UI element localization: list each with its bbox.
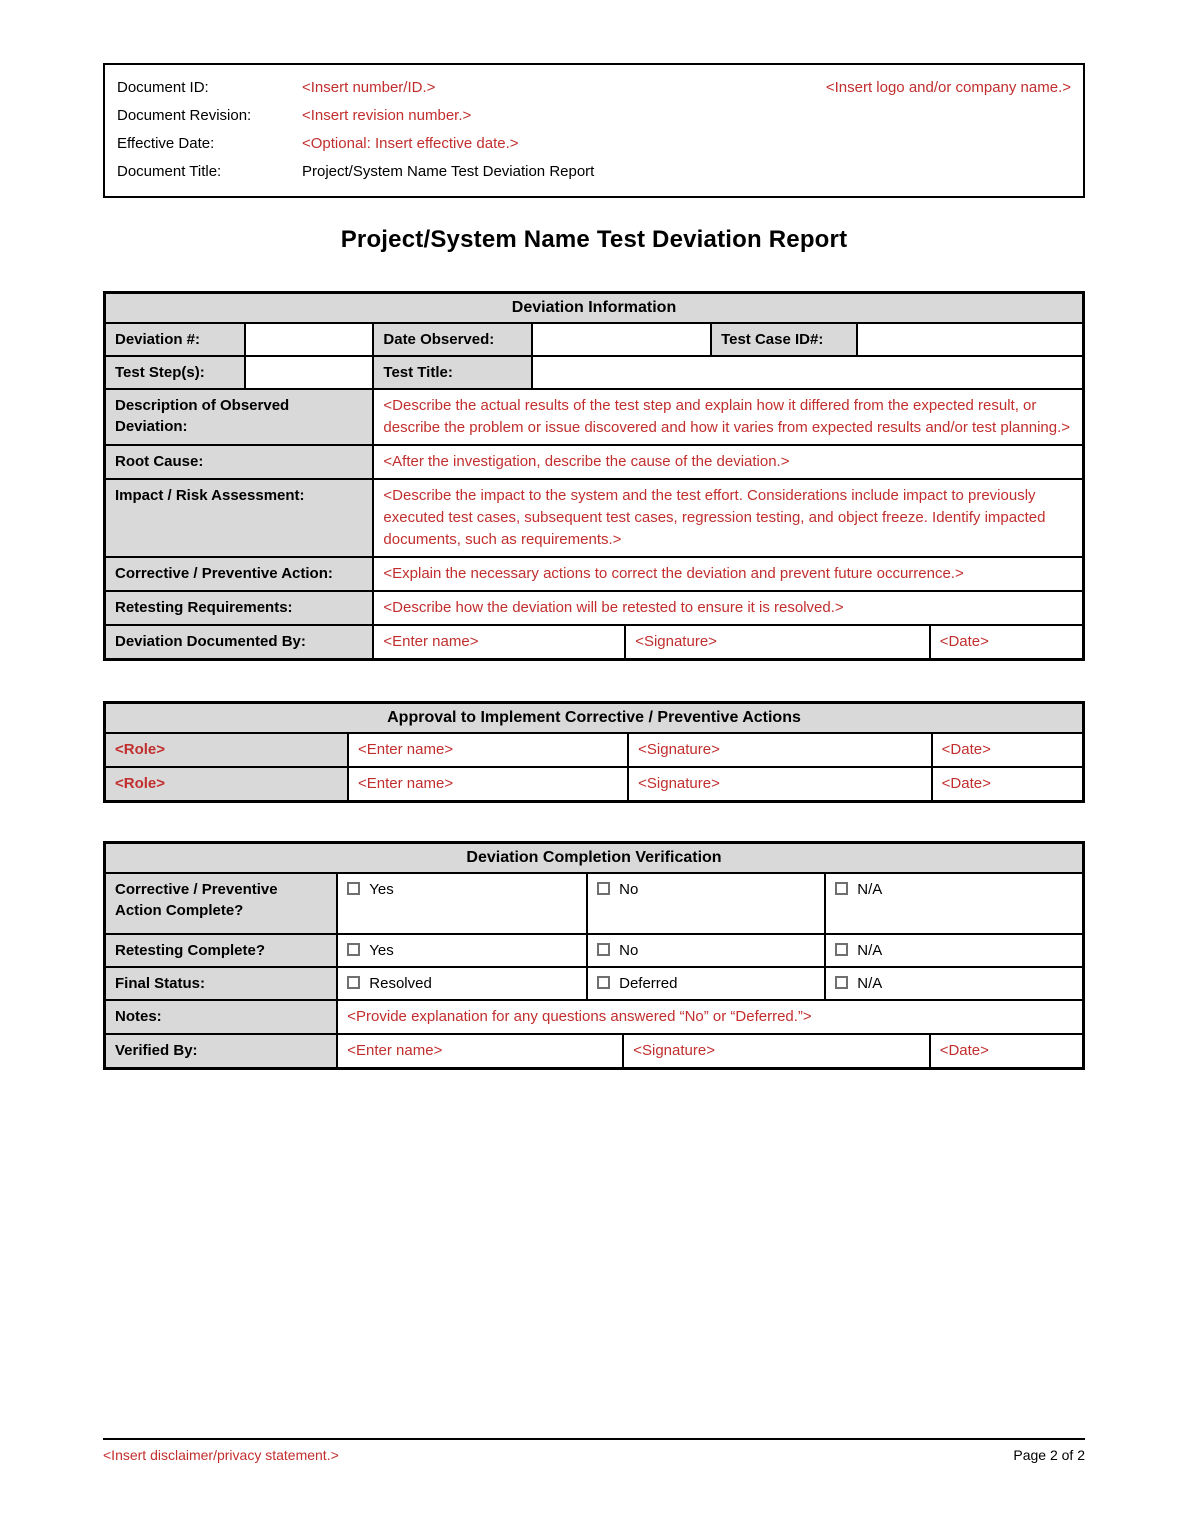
document-control-box xyxy=(103,63,1085,198)
documented-by-label: Deviation Documented By: xyxy=(106,626,374,658)
approval-2-role-field[interactable]: <Role> xyxy=(106,768,349,800)
checkbox-icon xyxy=(597,882,610,895)
verified-by-row xyxy=(106,1035,1082,1067)
description-row xyxy=(106,390,1082,446)
checkbox-label: Yes xyxy=(369,881,394,898)
retesting-complete-yes-checkbox[interactable] xyxy=(338,935,588,966)
page-title: Project/System Name Test Deviation Report xyxy=(340,226,848,253)
documented-by-date-field[interactable]: <Date> xyxy=(931,626,1082,658)
checkbox-label: N/A xyxy=(857,881,883,898)
retesting-complete-row xyxy=(106,935,1082,968)
checkbox-icon xyxy=(347,943,360,956)
document-revision-label: Document Revision: xyxy=(117,107,252,124)
test-steps-field[interactable] xyxy=(246,357,375,388)
test-title-field[interactable] xyxy=(533,357,1082,388)
approval-1-role-field[interactable]: <Role> xyxy=(106,734,349,766)
approval-row-2 xyxy=(106,768,1082,800)
retesting-requirements-field[interactable]: <Describe how the deviation will be retested to ensure it is resolved.> xyxy=(374,592,1082,624)
retesting-requirements-row xyxy=(106,592,1082,626)
notes-row xyxy=(106,1001,1082,1035)
logo-placeholder[interactable]: <Insert logo and/or company name.> xyxy=(825,79,1071,96)
cpa-complete-label: Corrective / Preventive Action Complete? xyxy=(106,874,338,933)
document-id-value[interactable]: <Insert number/ID.> xyxy=(302,79,436,96)
deviation-number-field[interactable] xyxy=(246,324,375,355)
checkbox-icon xyxy=(347,976,360,989)
checkbox-label: Yes xyxy=(369,942,394,959)
root-cause-row xyxy=(106,446,1082,480)
document-id-label: Document ID: xyxy=(117,79,209,96)
effective-date-label: Effective Date: xyxy=(117,135,215,152)
final-status-na-checkbox[interactable] xyxy=(826,968,1082,999)
date-observed-field[interactable] xyxy=(533,324,712,355)
cpa-complete-na-checkbox[interactable] xyxy=(826,874,1082,933)
impact-risk-row xyxy=(106,480,1082,558)
root-cause-label: Root Cause: xyxy=(106,446,374,478)
completion-verification-heading: Deviation Completion Verification xyxy=(106,844,1082,874)
retesting-complete-label: Retesting Complete? xyxy=(106,935,338,966)
checkbox-label: No xyxy=(619,881,639,898)
document-title-value: Project/System Name Test Deviation Report xyxy=(302,163,595,180)
description-field[interactable]: <Describe the actual results of the test step and explain how it differed from the expected result, or describe the problem or issue discovered and how it varies from expected results and/or test planning.> xyxy=(374,390,1082,444)
documented-by-row xyxy=(106,626,1082,658)
checkbox-icon xyxy=(835,976,848,989)
retesting-complete-no-checkbox[interactable] xyxy=(588,935,826,966)
deviation-number-label: Deviation #: xyxy=(106,324,246,355)
document-revision-row xyxy=(117,102,1071,130)
retesting-requirements-label: Retesting Requirements: xyxy=(106,592,374,624)
test-case-id-field[interactable] xyxy=(858,324,1082,355)
corrective-action-field[interactable]: <Explain the necessary actions to correct the deviation and prevent future occurrence.> xyxy=(374,558,1082,590)
checkbox-icon xyxy=(835,943,848,956)
approval-1-date-field[interactable]: <Date> xyxy=(933,734,1082,766)
cpa-complete-no-checkbox[interactable] xyxy=(588,874,826,933)
approval-2-date-field[interactable]: <Date> xyxy=(933,768,1082,800)
cpa-complete-yes-checkbox[interactable] xyxy=(338,874,588,933)
page-number: Page 2 of 2 xyxy=(1013,1447,1085,1463)
approval-row-1 xyxy=(106,734,1082,768)
document-revision-value[interactable]: <Insert revision number.> xyxy=(302,107,472,124)
deviation-information-heading: Deviation Information xyxy=(106,294,1082,324)
notes-label: Notes: xyxy=(106,1001,338,1033)
checkbox-label: No xyxy=(619,942,639,959)
effective-date-row xyxy=(117,130,1071,158)
checkbox-icon xyxy=(597,943,610,956)
deviation-ids-row xyxy=(106,324,1082,357)
verified-by-signature-field[interactable]: <Signature> xyxy=(624,1035,930,1067)
page-footer xyxy=(103,1438,1085,1463)
test-steps-label: Test Step(s): xyxy=(106,357,246,388)
test-case-id-label: Test Case ID#: xyxy=(712,324,858,355)
impact-risk-label: Impact / Risk Assessment: xyxy=(106,480,374,556)
approval-heading: Approval to Implement Corrective / Preventive Actions xyxy=(106,704,1082,734)
checkbox-label: N/A xyxy=(857,975,883,992)
document-title-row xyxy=(117,158,1071,186)
impact-risk-field[interactable]: <Describe the impact to the system and the test effort. Considerations include impact to previously executed test cases, subsequent test cases, regression testing, and object freeze. Identify impacted documents, such as requirements.> xyxy=(374,480,1082,556)
checkbox-label: N/A xyxy=(857,942,883,959)
notes-field[interactable]: <Provide explanation for any questions answered “No” or “Deferred.”> xyxy=(338,1001,1082,1033)
document-id-row xyxy=(117,74,1071,102)
final-status-resolved-checkbox[interactable] xyxy=(338,968,588,999)
approval-1-name-field[interactable]: <Enter name> xyxy=(349,734,629,766)
documented-by-name-field[interactable]: <Enter name> xyxy=(374,626,626,658)
verified-by-name-field[interactable]: <Enter name> xyxy=(338,1035,624,1067)
documented-by-signature-field[interactable]: <Signature> xyxy=(626,626,931,658)
deviation-information-table xyxy=(103,291,1085,661)
checkbox-icon xyxy=(347,882,360,895)
verified-by-date-field[interactable]: <Date> xyxy=(931,1035,1082,1067)
checkbox-label: Resolved xyxy=(369,975,432,992)
cpa-complete-row xyxy=(106,874,1082,935)
corrective-action-row xyxy=(106,558,1082,592)
effective-date-value[interactable]: <Optional: Insert effective date.> xyxy=(302,135,519,152)
test-title-label: Test Title: xyxy=(374,357,533,388)
checkbox-icon xyxy=(597,976,610,989)
approval-2-name-field[interactable]: <Enter name> xyxy=(349,768,629,800)
checkbox-icon xyxy=(835,882,848,895)
approval-1-signature-field[interactable]: <Signature> xyxy=(629,734,933,766)
corrective-action-label: Corrective / Preventive Action: xyxy=(106,558,374,590)
root-cause-field[interactable]: <After the investigation, describe the cause of the deviation.> xyxy=(374,446,1082,478)
verified-by-label: Verified By: xyxy=(106,1035,338,1067)
description-label: Description of Observed Deviation: xyxy=(106,390,374,444)
final-status-deferred-checkbox[interactable] xyxy=(588,968,826,999)
date-observed-label: Date Observed: xyxy=(374,324,533,355)
disclaimer-placeholder[interactable]: <Insert disclaimer/privacy statement.> xyxy=(103,1447,339,1463)
test-step-row xyxy=(106,357,1082,390)
checkbox-label: Deferred xyxy=(619,975,678,992)
approval-table xyxy=(103,701,1085,803)
retesting-complete-na-checkbox[interactable] xyxy=(826,935,1082,966)
final-status-label: Final Status: xyxy=(106,968,338,999)
completion-verification-table xyxy=(103,841,1085,1070)
document-title-label: Document Title: xyxy=(117,163,222,180)
approval-2-signature-field[interactable]: <Signature> xyxy=(629,768,933,800)
final-status-row xyxy=(106,968,1082,1001)
